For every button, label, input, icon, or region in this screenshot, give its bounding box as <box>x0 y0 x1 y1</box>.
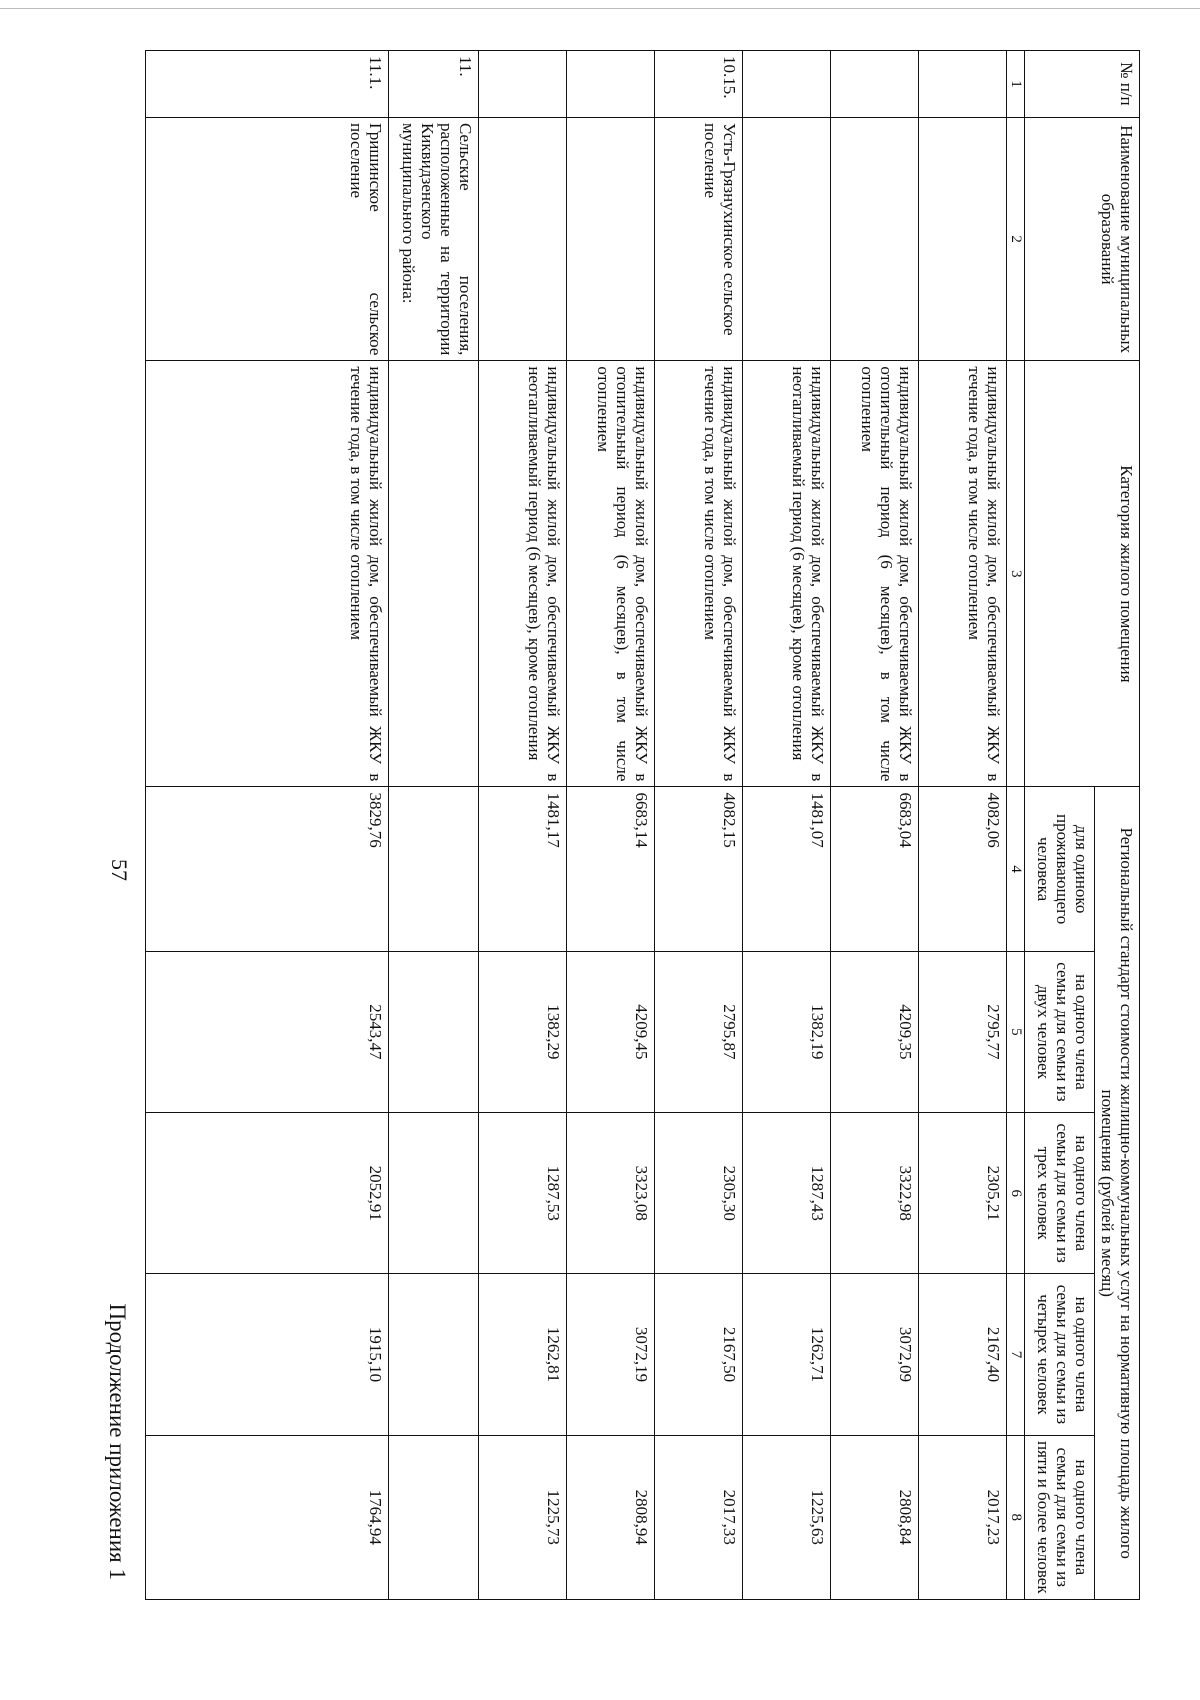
table-row <box>567 51 655 1600</box>
row-no <box>567 51 655 118</box>
row-no: 11. <box>389 51 479 118</box>
header-name: Наименование муниципальных образований <box>1024 117 1139 360</box>
housing-cost-table <box>145 50 1140 1600</box>
row-value: 2017,33 <box>655 1435 743 1599</box>
row-category: индивидуальный жилой дом, обеспечиваемый ЖКУ в течение года, в том числе отоплением <box>655 361 743 787</box>
row-name <box>479 117 567 360</box>
row-name: Усть-Грязнухинское сельское поселение <box>655 117 743 360</box>
row-value <box>389 787 479 951</box>
table-row <box>831 51 919 1600</box>
col-number: 6 <box>1007 1113 1025 1274</box>
row-value: 3322,98 <box>831 1113 919 1274</box>
row-value: 1225,73 <box>479 1435 567 1599</box>
row-name <box>831 117 919 360</box>
col-number: 8 <box>1007 1435 1025 1599</box>
row-value: 2017,23 <box>919 1435 1007 1599</box>
row-value: 4209,35 <box>831 951 919 1112</box>
row-category: индивидуальный жилой дом, обеспечиваемый ЖКУ в неотапливаемый период (6 месяцев), кроме отопления <box>479 361 567 787</box>
table-row <box>919 51 1007 1600</box>
row-value: 1382,19 <box>743 951 831 1112</box>
row-value: 1382,29 <box>479 951 567 1112</box>
row-category: индивидуальный жилой дом, обеспечиваемый ЖКУ в течение года, в том числе отоплением <box>919 361 1007 787</box>
col-number: 7 <box>1007 1274 1025 1435</box>
row-value <box>389 1274 479 1435</box>
row-category <box>389 361 479 787</box>
row-value: 3072,19 <box>567 1274 655 1435</box>
row-value: 1764,94 <box>146 1435 389 1599</box>
row-value <box>389 1435 479 1599</box>
row-value: 3072,09 <box>831 1274 919 1435</box>
header-col8: на одного члена семьи для семьи из пяти и более человек <box>1024 1435 1094 1599</box>
row-value: 2167,50 <box>655 1274 743 1435</box>
row-value <box>389 1113 479 1274</box>
row-value: 6683,04 <box>831 787 919 951</box>
row-value: 1287,43 <box>743 1113 831 1274</box>
row-value: 2808,94 <box>567 1435 655 1599</box>
row-value: 1262,81 <box>479 1274 567 1435</box>
row-value: 1225,63 <box>743 1435 831 1599</box>
row-category: индивидуальный жилой дом, обеспечиваемый ЖКУ в течение года, в том числе отоплением <box>146 361 389 787</box>
row-value: 2795,87 <box>655 951 743 1112</box>
row-value: 3323,08 <box>567 1113 655 1274</box>
row-value: 1287,53 <box>479 1113 567 1274</box>
header-no: № п/п <box>1024 51 1139 118</box>
col-number: 5 <box>1007 951 1025 1112</box>
row-category: индивидуальный жилой дом, обеспечиваемый ЖКУ в неотапливаемый период (6 месяцев), кроме отопления <box>743 361 831 787</box>
header-group: Региональный стандарт стоимости жилищно-коммунальных услуг на нормативную площадь жилого помещения (рублей в месяц) <box>1094 787 1139 1600</box>
header-col4: для одиноко проживающего человека <box>1024 787 1094 951</box>
col-number: 3 <box>1007 361 1025 787</box>
row-value: 1481,17 <box>479 787 567 951</box>
row-name: Гришинское сельское поселение <box>146 117 389 360</box>
row-value: 6683,14 <box>567 787 655 951</box>
row-no <box>479 51 567 118</box>
row-value: 2052,91 <box>146 1113 389 1274</box>
row-value: 2167,40 <box>919 1274 1007 1435</box>
table-row <box>146 51 389 1600</box>
page-number: 57 <box>107 859 132 881</box>
row-value: 2305,21 <box>919 1113 1007 1274</box>
row-value: 2305,30 <box>655 1113 743 1274</box>
row-value: 1481,07 <box>743 787 831 951</box>
header-col7: на одного члена семьи для семьи из четырех человек <box>1024 1274 1094 1435</box>
row-category: индивидуальный жилой дом, обеспечиваемый ЖКУ в отопительный период (6 месяцев), в том числе отоплением <box>831 361 919 787</box>
row-no <box>831 51 919 118</box>
row-category: индивидуальный жилой дом, обеспечиваемый ЖКУ в отопительный период (6 месяцев), в том числе отоплением <box>567 361 655 787</box>
row-value: 4209,45 <box>567 951 655 1112</box>
row-no <box>743 51 831 118</box>
table-row <box>655 51 743 1600</box>
row-no: 11.1. <box>146 51 389 118</box>
row-no <box>919 51 1007 118</box>
row-name: Сельские поселения, расположенные на территории Киквидзенского муниципального района: <box>389 117 479 360</box>
scan-edge <box>0 8 1200 9</box>
col-number: 4 <box>1007 787 1025 951</box>
table-row <box>389 51 479 1600</box>
row-value: 2543,47 <box>146 951 389 1112</box>
header-col5: на одного члена семьи для семьи из двух человек <box>1024 951 1094 1112</box>
row-value: 2808,84 <box>831 1435 919 1599</box>
row-name <box>919 117 1007 360</box>
header-col6: на одного члена семьи для семьи из трех человек <box>1024 1113 1094 1274</box>
row-name <box>567 117 655 360</box>
row-value: 1915,10 <box>146 1274 389 1435</box>
row-value: 4082,06 <box>919 787 1007 951</box>
row-no: 10.15. <box>655 51 743 118</box>
table-row <box>479 51 567 1600</box>
row-name <box>743 117 831 360</box>
row-value: 2795,77 <box>919 951 1007 1112</box>
table-row <box>743 51 831 1600</box>
col-number: 2 <box>1007 117 1025 360</box>
row-value <box>389 951 479 1112</box>
rotated-content <box>60 40 1140 1600</box>
row-value: 1262,71 <box>743 1274 831 1435</box>
row-value: 3829,76 <box>146 787 389 951</box>
row-value: 4082,15 <box>655 787 743 951</box>
continuation-title: Продолжение приложения 1 <box>105 1303 130 1580</box>
col-number: 1 <box>1007 51 1025 118</box>
header-category: Категория жилого помещения <box>1024 361 1139 787</box>
